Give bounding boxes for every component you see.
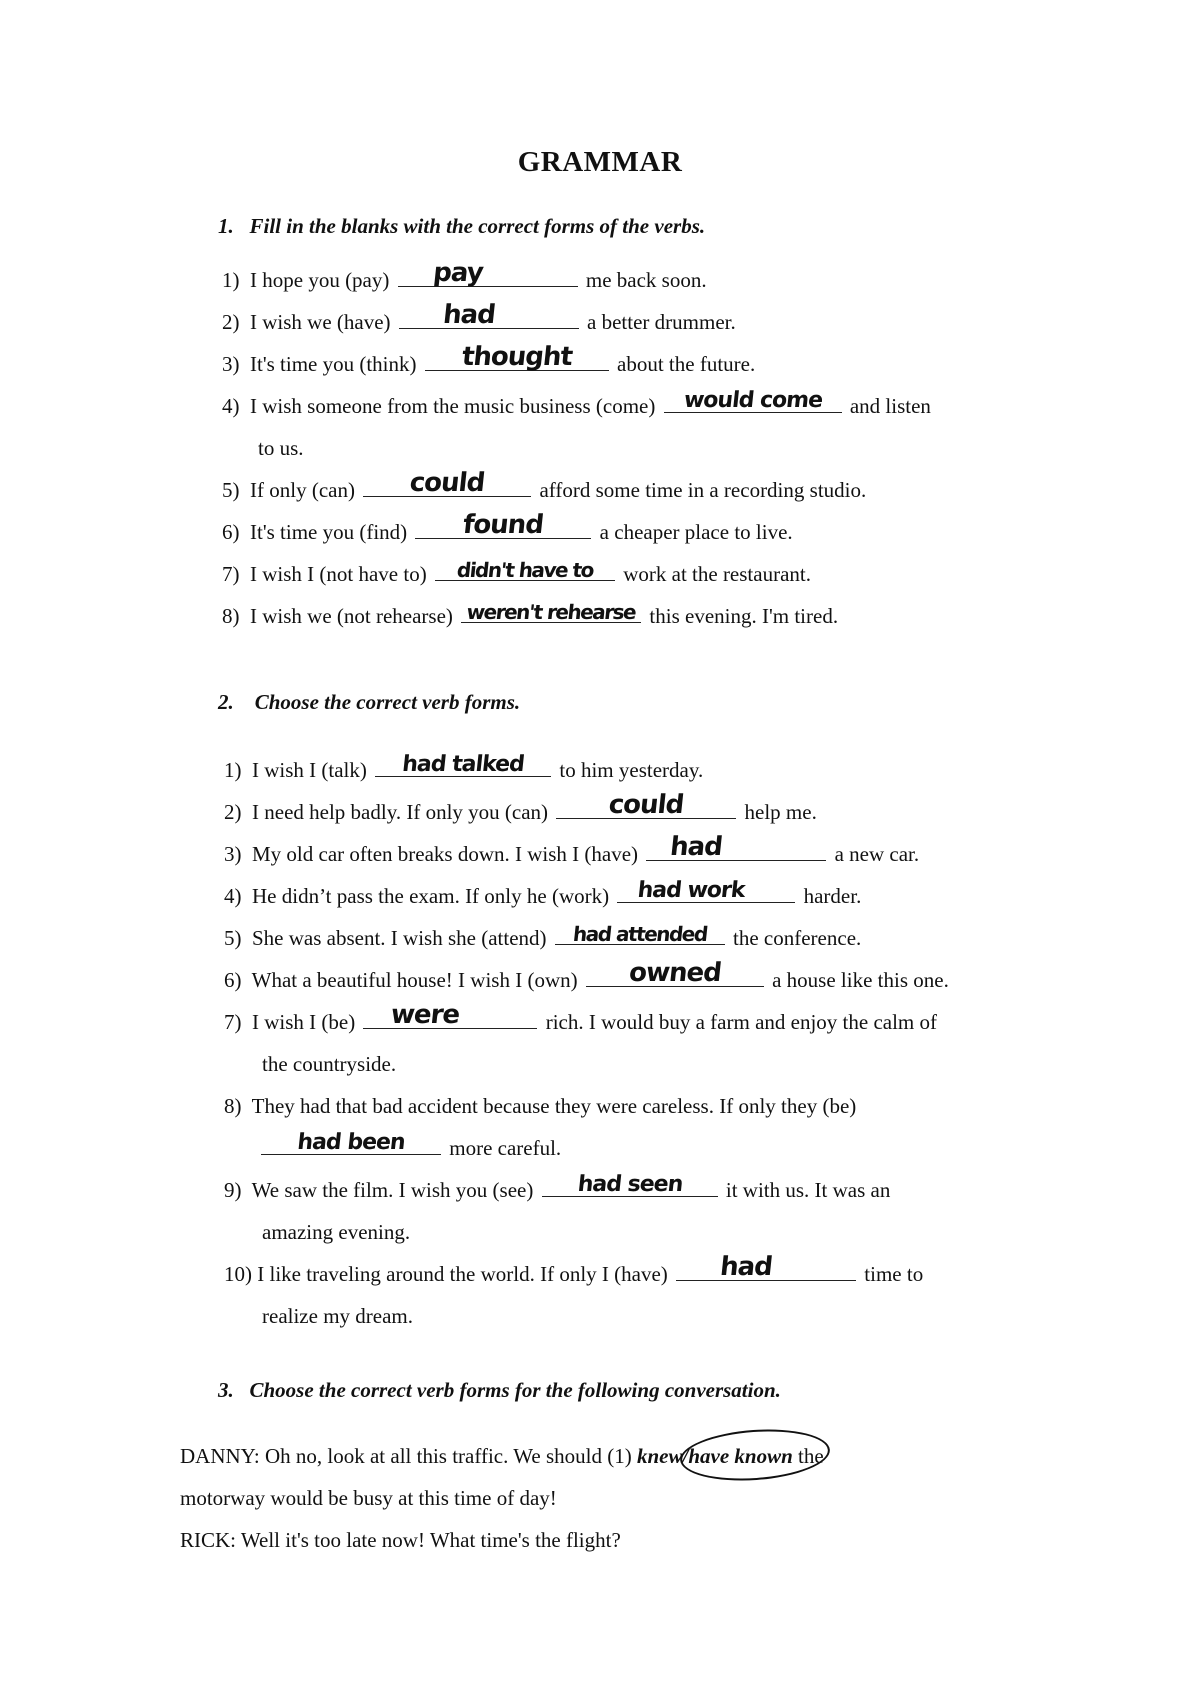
s2-item-8: 8) They had that bad accident because they were careless. If only they (be) bbox=[224, 1094, 857, 1118]
s2-item-1: 1) I wish I (talk) had talked to him yesterday. bbox=[224, 752, 704, 782]
handwritten-answer: would come bbox=[682, 388, 823, 413]
handwritten-answer: pay bbox=[431, 258, 484, 288]
answer-blank[interactable] bbox=[435, 558, 615, 582]
section2-heading bbox=[218, 690, 520, 715]
handwritten-answer: had attended bbox=[571, 922, 708, 946]
section1-heading-text: Fill in the blanks with the correct forms of the verbs. bbox=[249, 214, 706, 238]
s2-item-7-cont: the countryside. bbox=[262, 1052, 397, 1076]
danny-line-2: motorway would be busy at this time of day! bbox=[180, 1486, 557, 1510]
handwritten-answer: owned bbox=[627, 958, 723, 988]
answer-blank[interactable] bbox=[261, 1130, 441, 1155]
answer-blank[interactable] bbox=[664, 388, 842, 413]
handwritten-answer: found bbox=[461, 510, 545, 540]
answer-blank[interactable] bbox=[646, 832, 826, 862]
handwritten-answer: had work bbox=[636, 878, 747, 903]
s2-item-10-cont: realize my dream. bbox=[262, 1304, 413, 1328]
s2-item-9-cont: amazing evening. bbox=[262, 1220, 411, 1244]
s1-item-3: 3) It's time you (think) thought about the future. bbox=[222, 342, 756, 376]
s2-item-8-cont: had been more careful. bbox=[258, 1138, 561, 1159]
handwritten-answer: had talked bbox=[401, 752, 526, 777]
handwritten-answer: could bbox=[408, 468, 486, 498]
answer-blank[interactable] bbox=[556, 790, 736, 820]
answer-blank[interactable] bbox=[461, 600, 641, 624]
answer-blank[interactable] bbox=[617, 878, 795, 903]
answer-blank[interactable] bbox=[586, 958, 764, 988]
handwritten-answer: had bbox=[718, 1252, 774, 1282]
answer-blank[interactable] bbox=[425, 342, 609, 372]
s2-item-6: 6) What a beautiful house! I wish I (own) owned a house like this one. bbox=[224, 958, 949, 992]
s1-item-6: 6) It's time you (find) found a cheaper place to live. bbox=[222, 510, 793, 544]
handwritten-answer: could bbox=[607, 790, 686, 820]
section3-heading-text: Choose the correct verb forms for the following conversation. bbox=[249, 1378, 781, 1402]
s2-item-7: 7) I wish I (be) were rich. I would buy a farm and enjoy the calm of bbox=[224, 1000, 938, 1034]
s2-item-2: 2) I need help badly. If only you (can) could help me. bbox=[224, 790, 817, 824]
section1-number: 1. bbox=[218, 214, 234, 238]
answer-blank[interactable] bbox=[398, 258, 578, 288]
handwritten-answer: didn't have to bbox=[455, 558, 595, 582]
answer-blank[interactable] bbox=[415, 510, 591, 540]
answer-blank[interactable] bbox=[363, 1000, 537, 1030]
handwritten-answer: had seen bbox=[576, 1172, 684, 1197]
section3-heading bbox=[218, 1378, 781, 1403]
speaker-danny: DANNY: bbox=[180, 1444, 260, 1468]
section1-heading bbox=[218, 214, 705, 239]
s2-item-9: 9) We saw the film. I wish you (see) had seen it with us. It was an bbox=[224, 1172, 891, 1202]
s1-item-2: 2) I wish we (have) had a better drummer. bbox=[222, 300, 736, 334]
s1-item-1: 1) I hope you (pay) pay me back soon. bbox=[222, 258, 707, 292]
section3-number: 3. bbox=[218, 1378, 234, 1402]
s2-item-4: 4) He didn’t pass the exam. If only he (work) had work harder. bbox=[224, 878, 862, 908]
rick-line: RICK: Well it's too late now! What time's the flight? bbox=[180, 1528, 621, 1552]
answer-blank[interactable] bbox=[399, 300, 579, 330]
danny-line-1: DANNY: Oh no, look at all this traffic. We should (1) knew/have known the bbox=[180, 1446, 824, 1467]
s2-item-3: 3) My old car often breaks down. I wish I (have) had a new car. bbox=[224, 832, 920, 866]
answer-blank[interactable] bbox=[375, 752, 551, 777]
answer-blank[interactable] bbox=[555, 922, 725, 946]
section2-heading-text: Choose the correct verb forms. bbox=[254, 690, 521, 714]
s2-item-5: 5) She was absent. I wish she (attend) had attended the conference. bbox=[224, 922, 862, 950]
option-have-known[interactable]: have known bbox=[688, 1444, 792, 1468]
s1-item-4-cont: to us. bbox=[258, 436, 304, 460]
handwritten-answer: had been bbox=[296, 1130, 406, 1155]
option-knew[interactable]: knew bbox=[636, 1444, 683, 1468]
answer-blank[interactable] bbox=[676, 1252, 856, 1282]
answer-circle bbox=[679, 1425, 832, 1485]
page-title: GRAMMAR bbox=[517, 146, 683, 178]
s1-item-4: 4) I wish someone from the music business (come) would come and listen bbox=[222, 388, 931, 418]
s1-item-7: 7) I wish I (not have to) didn't have to work at the restaurant. bbox=[222, 558, 811, 586]
handwritten-answer: weren't rehearse bbox=[465, 600, 637, 624]
answer-blank[interactable] bbox=[363, 468, 531, 498]
s1-item-8: 8) I wish we (not rehearse) weren't rehearse this evening. I'm tired. bbox=[222, 600, 839, 628]
handwritten-answer: thought bbox=[460, 342, 574, 372]
handwritten-answer: had bbox=[668, 832, 724, 862]
answer-blank[interactable] bbox=[542, 1172, 718, 1197]
handwritten-answer: had bbox=[441, 300, 497, 330]
s1-item-5: 5) If only (can) could afford some time in a recording studio. bbox=[222, 468, 867, 502]
handwritten-answer: were bbox=[389, 1000, 462, 1030]
speaker-rick: RICK: bbox=[180, 1528, 237, 1552]
s2-item-10: 10) I like traveling around the world. If only I (have) had time to bbox=[224, 1252, 924, 1286]
section2-number: 2. bbox=[218, 690, 234, 714]
